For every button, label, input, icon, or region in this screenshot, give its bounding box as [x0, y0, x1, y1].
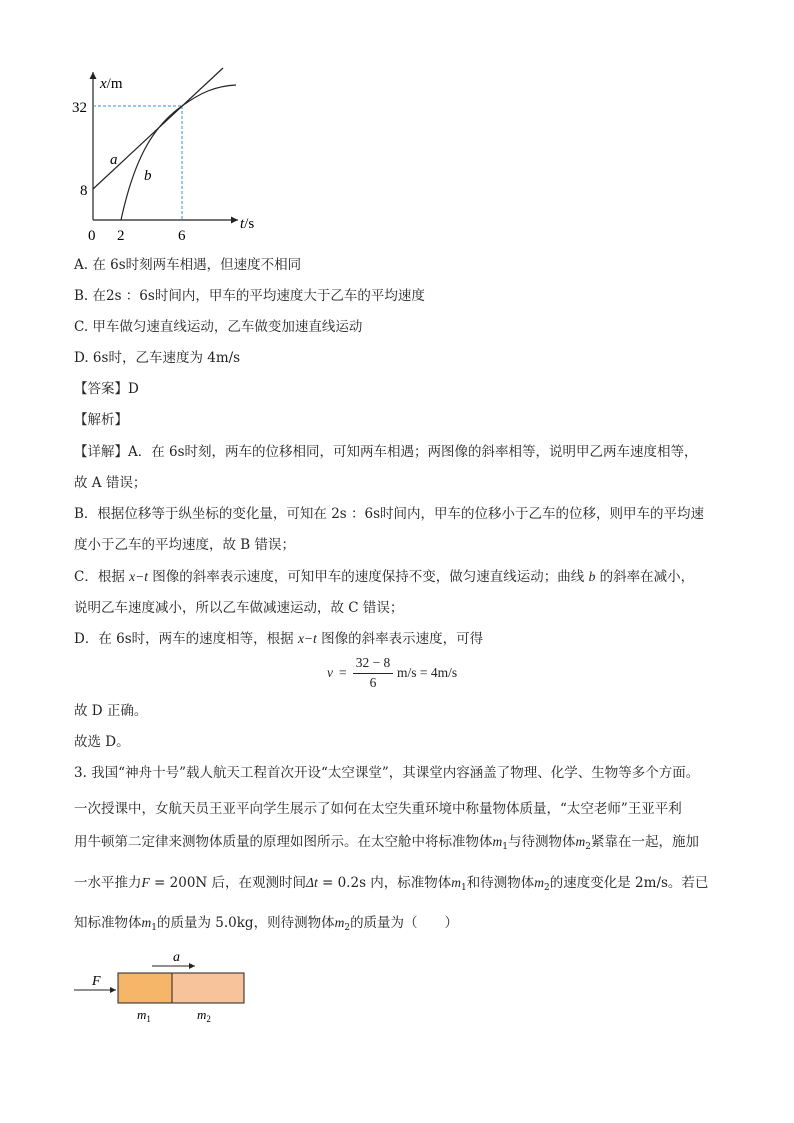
block-m1 — [118, 973, 172, 1003]
q3-l4-eq2: = 0.2s 内，标准物体 — [317, 875, 452, 891]
curve-b-label: b — [144, 168, 152, 184]
m2-label: $m_2$ — [197, 1007, 211, 1024]
tick-y-32: 32 — [72, 100, 87, 116]
q3-line-4 — [74, 874, 708, 897]
q3-l5-m1: m — [141, 915, 152, 930]
accel-label: a — [173, 950, 180, 965]
explain-d-1 — [74, 630, 483, 648]
q3-l5-post: 的质量为（ ） — [350, 915, 459, 931]
explain-a-1: 【详解】A．在 6s时刻，两车的位移相同，可知两车相遇；两图像的斜率相等，说明甲乙两车速度相等， — [74, 444, 698, 460]
analysis-heading: 【解析】 — [74, 412, 128, 428]
explain-a-2: 故 A 错误； — [74, 475, 147, 491]
q3-l4-pre: 一水平推力 — [74, 875, 142, 891]
q3-line-2: 一次授课中，女航天员王亚平向学生展示了如何在太空失重环境中称量物体质量，“太空老师”王亚平利 — [74, 801, 682, 817]
explain-c-2: 说明乙车速度减小，所以乙车做减速运动，故 C 错误； — [74, 600, 404, 616]
explain-b-2: 度小于乙车的平均速度，故 B 错误； — [74, 537, 296, 553]
m1-label: $m_1$ — [137, 1007, 151, 1024]
q3-l4-post: 的速度变化是 2m/s。若已 — [549, 875, 709, 891]
q3-l4-and: 和待测物体 — [466, 875, 535, 891]
answer: 【答案】D — [74, 381, 139, 397]
q3-l5-mid: 的质量为 5.0kg，则待测物体 — [156, 915, 335, 931]
explain-d-pre: D．在 6s时，两车的速度相等，根据 — [74, 631, 298, 647]
tick-t-2: 2 — [117, 228, 125, 244]
q3-l4-m2: m — [534, 875, 545, 890]
explain-c-1 — [74, 568, 694, 586]
q3-l4-eq: = 200N 后，在观测时间 — [149, 875, 307, 891]
formula-numerator: 32 − 8 — [355, 655, 391, 670]
t-axis-label: t/s — [240, 216, 255, 232]
q3-l5-pre: 知标准物体 — [74, 915, 142, 931]
q3-l3-m1: m — [492, 834, 503, 849]
option-b: B. 在2s ：6s时间内，甲车的平均速度大于乙车的平均速度 — [74, 288, 425, 304]
explain-b-1: B．根据位移等于纵坐标的变化量，可知在 2s ：6s时间内，甲车的位移小于乙车的位移，则甲车的平均速 — [74, 506, 705, 522]
formula-v: v — [327, 665, 333, 680]
xt-graph — [60, 60, 270, 245]
q3-line-1: 3. 我国“神舟十号”载人航天工程首次开设“太空课堂”，其课堂内容涵盖了物理、化学、生物等多个方面。 — [74, 765, 700, 781]
q3-l4-m2-sub: 2 — [544, 883, 550, 893]
explain-c-b: b — [588, 569, 596, 584]
q3-l3-pre: 用牛顿第二定律来测物体质量的原理如图所示。在太空舱中将标准物体 — [74, 834, 493, 850]
explain-c-pre: C．根据 — [74, 569, 130, 585]
choose-answer: 故选 D。 — [74, 734, 130, 750]
force-label: F — [92, 974, 101, 989]
formula-rest: m/s = 4m/s — [397, 665, 458, 680]
explain-c-mid: 图像的斜率表示速度，可知甲车的速度保持不变，做匀速直线运动；曲线 — [147, 569, 589, 585]
q3-line-5 — [74, 914, 458, 937]
formula-denominator: 6 — [369, 675, 377, 690]
q3-line-3 — [74, 833, 699, 856]
q3-l5-m1-sub: 1 — [151, 923, 157, 933]
explain-d-math: x−t — [297, 631, 317, 646]
explain-c-post: 的斜率在减小， — [595, 569, 695, 585]
q3-l5-m2: m — [334, 915, 345, 930]
q3-l4-m1: m — [451, 875, 462, 890]
q3-l5-m2-sub: 2 — [344, 923, 351, 933]
q3-l3-m1-sub: 1 — [502, 842, 508, 852]
q3-l4-F: F — [141, 875, 150, 890]
q3-l3-post: 紧靠在一起，施加 — [590, 834, 699, 850]
curve-b — [121, 85, 236, 220]
q3-l3-m2-sub: 2 — [585, 842, 591, 852]
option-a: A. 在 6s时刻两车相遇，但速度不相同 — [74, 257, 302, 273]
q3-l3-mid: 与待测物体 — [507, 834, 576, 850]
line-a-label: a — [110, 152, 118, 168]
explain-d-post: 图像的斜率表示速度，可得 — [316, 631, 484, 647]
option-c: C. 甲车做匀速直线运动，乙车做变加速直线运动 — [74, 319, 363, 335]
tick-t-6: 6 — [178, 228, 186, 244]
blocks-figure — [70, 945, 260, 1025]
x-axis-label: x/m — [100, 76, 123, 92]
option-d: D. 6s时，乙车速度为 4m/s — [74, 350, 241, 366]
q3-l4-m1-sub: 1 — [461, 883, 467, 893]
explain-c-math: x−t — [129, 569, 148, 584]
q3-l4-dt: Δt — [306, 875, 318, 890]
q3-l3-m2: m — [575, 834, 586, 849]
explain-d-correct: 故 D 正确。 — [74, 703, 148, 719]
tick-y-8: 8 — [80, 183, 88, 199]
block-m2 — [172, 973, 244, 1003]
formula-bar — [353, 673, 393, 674]
formula-eq: = — [339, 665, 347, 680]
tick-t-0: 0 — [88, 228, 96, 244]
